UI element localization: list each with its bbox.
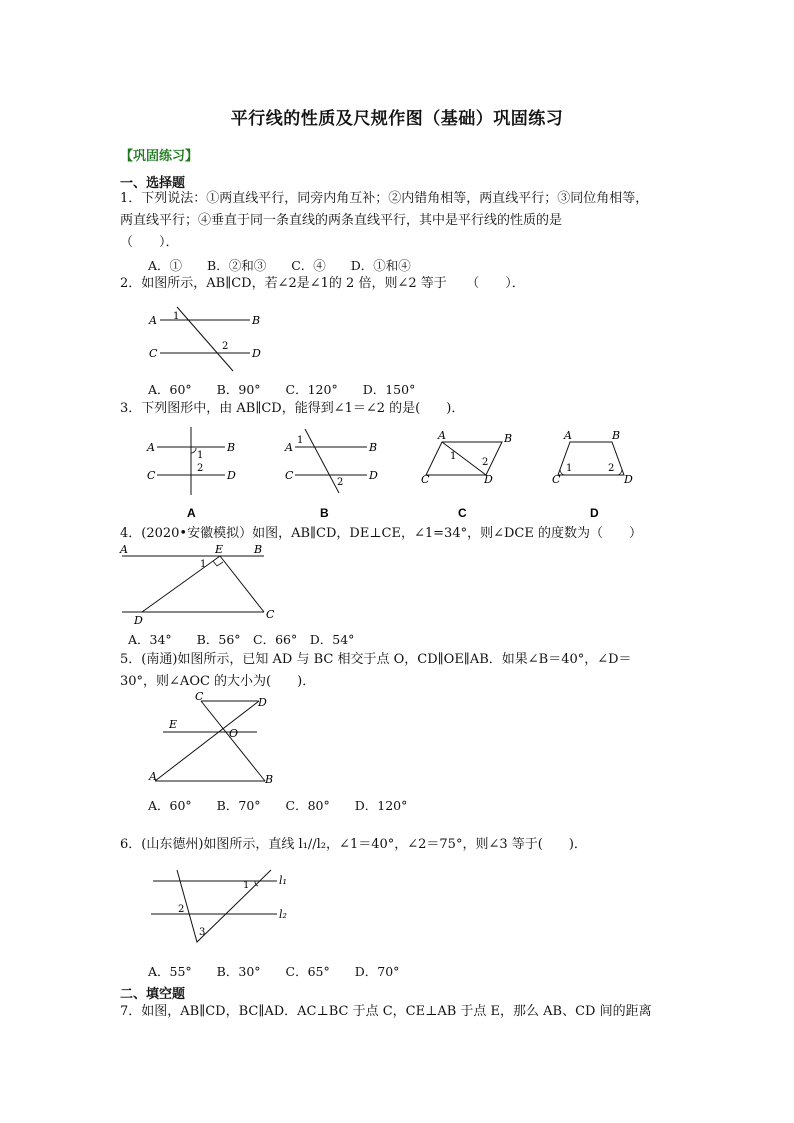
q4-options: A．34° B．56° C．66° D．54°: [128, 632, 355, 647]
q6-text: 6．(山东德州)如图所示，直线 l₁//l₂，∠1＝40°，∠2＝75°，则∠3 等于( )．: [120, 837, 587, 852]
q2-text: 2．如图所示，AB∥CD，若∠2是∠1的 2 倍，则∠2 等于 （ ）．: [120, 276, 525, 291]
q2-options: A．60° B．90° C．120° D．150°: [148, 382, 416, 397]
q4-label-E: E: [215, 543, 224, 556]
q2-label-C: C: [149, 347, 158, 360]
q3a-label-A: A: [147, 441, 155, 454]
q3d-label-A: A: [564, 429, 572, 442]
q5-label-E: E: [169, 718, 178, 731]
q3b-label-D: D: [369, 469, 378, 482]
q3a-label-C: C: [147, 469, 156, 482]
q3a-angle-2: 2: [197, 463, 204, 474]
q2-angle-1: 1: [173, 311, 180, 322]
q2-figure: [145, 305, 275, 375]
q3-caption-c: C: [458, 506, 467, 520]
q5-line1: 5．(南通)如图所示，已知 AD 与 BC 相交于点 O，CD∥OE∥AB．如果∠B＝40°，∠D＝: [120, 652, 632, 667]
q1-line2: 两直线平行；④垂直于同一条直线的两条直线平行，其中是平行线的性质的是: [120, 213, 563, 228]
q5-options: A．60° B．70° C．80° D．120°: [148, 798, 408, 813]
q3-caption-d: D: [590, 506, 599, 520]
q5-label-A: A: [149, 770, 157, 783]
q2-label-A: A: [149, 314, 157, 327]
q4-label-C: C: [266, 608, 275, 621]
q7-text: 7．如图，AB∥CD，BC∥AD．AC⊥BC 于点 C，CE⊥AB 于点 E，那么 AB、CD 间的距离: [120, 1004, 652, 1019]
q3c-angle-2: 2: [482, 457, 489, 468]
q4-angle-1: 1: [200, 559, 207, 570]
q3-figure-d: [550, 425, 650, 525]
q3b-angle-2: 2: [337, 477, 344, 488]
q3b-label-B: B: [369, 441, 378, 454]
q3a-angle-1: 1: [197, 450, 204, 461]
section-multiple-choice: 一、选择题: [120, 176, 186, 191]
q6-label-l2: l₂: [279, 908, 287, 921]
q3d-label-B: B: [612, 429, 621, 442]
q1-line1: 1．下列说法：①两直线平行，同旁内角互补；②内错角相等，两直线平行；③同位角相等，: [120, 191, 649, 206]
q3d-label-C: C: [552, 473, 561, 486]
q2-label-D: D: [252, 347, 261, 360]
page-title: 平行线的性质及尺规作图（基础）巩固练习: [230, 109, 564, 129]
q3b-angle-1: 1: [297, 435, 304, 446]
q4-label-B: B: [254, 543, 263, 556]
q3b-label-C: C: [285, 469, 294, 482]
q5-line2: 30°，则∠AOC 的大小为( )．: [120, 674, 316, 689]
q3-caption-b: B: [320, 506, 329, 520]
q4-figure: [118, 542, 288, 628]
q3c-label-C: C: [421, 473, 430, 486]
q6-angle-2: 2: [178, 904, 185, 915]
q4-text: 4．(2020•安徽模拟）如图，AB∥CD，DE⊥CE，∠1=34°，则∠DCE 的度数为（ ）: [120, 526, 642, 541]
q1-line3: （ ）．: [120, 235, 179, 250]
q3d-angle-2: 2: [608, 463, 615, 474]
q3d-angle-1: 1: [566, 463, 573, 474]
q3c-label-A: A: [438, 429, 446, 442]
q5-label-O: O: [229, 727, 239, 740]
q6-figure: [145, 866, 295, 951]
q3d-label-D: D: [624, 473, 633, 486]
q4-label-D: D: [134, 614, 143, 627]
q6-options: A．55° B．30° C．65° D．70°: [148, 964, 400, 979]
q3a-label-D: D: [227, 469, 236, 482]
q5-label-C: C: [195, 690, 204, 703]
q5-label-B: B: [265, 773, 274, 786]
q3c-label-D: D: [484, 473, 493, 486]
q3-caption-a: A: [187, 506, 196, 520]
q1-options: A．① B．②和③ C．④ D．①和④: [148, 258, 411, 273]
q5-label-D: D: [258, 696, 267, 709]
exercise-tag: 【巩固练习】: [120, 149, 199, 164]
q3-figure-b: [283, 425, 383, 525]
q3c-angle-1: 1: [450, 451, 457, 462]
q6-angle-1: 1: [243, 880, 250, 891]
q6-angle-3: 3: [199, 927, 206, 938]
q3b-label-A: A: [285, 441, 293, 454]
section-fill-blank: 二、填空题: [120, 987, 186, 1002]
q3c-label-B: B: [504, 432, 513, 445]
q3-text: 3．下列图形中，由 AB∥CD，能得到∠1＝∠2 的是( )．: [120, 401, 465, 416]
q5-figure: [145, 690, 285, 790]
q4-label-A: A: [120, 543, 128, 556]
q3a-label-B: B: [227, 441, 236, 454]
q6-label-l1: l₁: [279, 874, 287, 887]
q2-angle-2: 2: [222, 341, 229, 352]
q2-label-B: B: [252, 314, 261, 327]
q3-figure-a: [145, 425, 245, 525]
q3-figure-c: [420, 425, 520, 525]
